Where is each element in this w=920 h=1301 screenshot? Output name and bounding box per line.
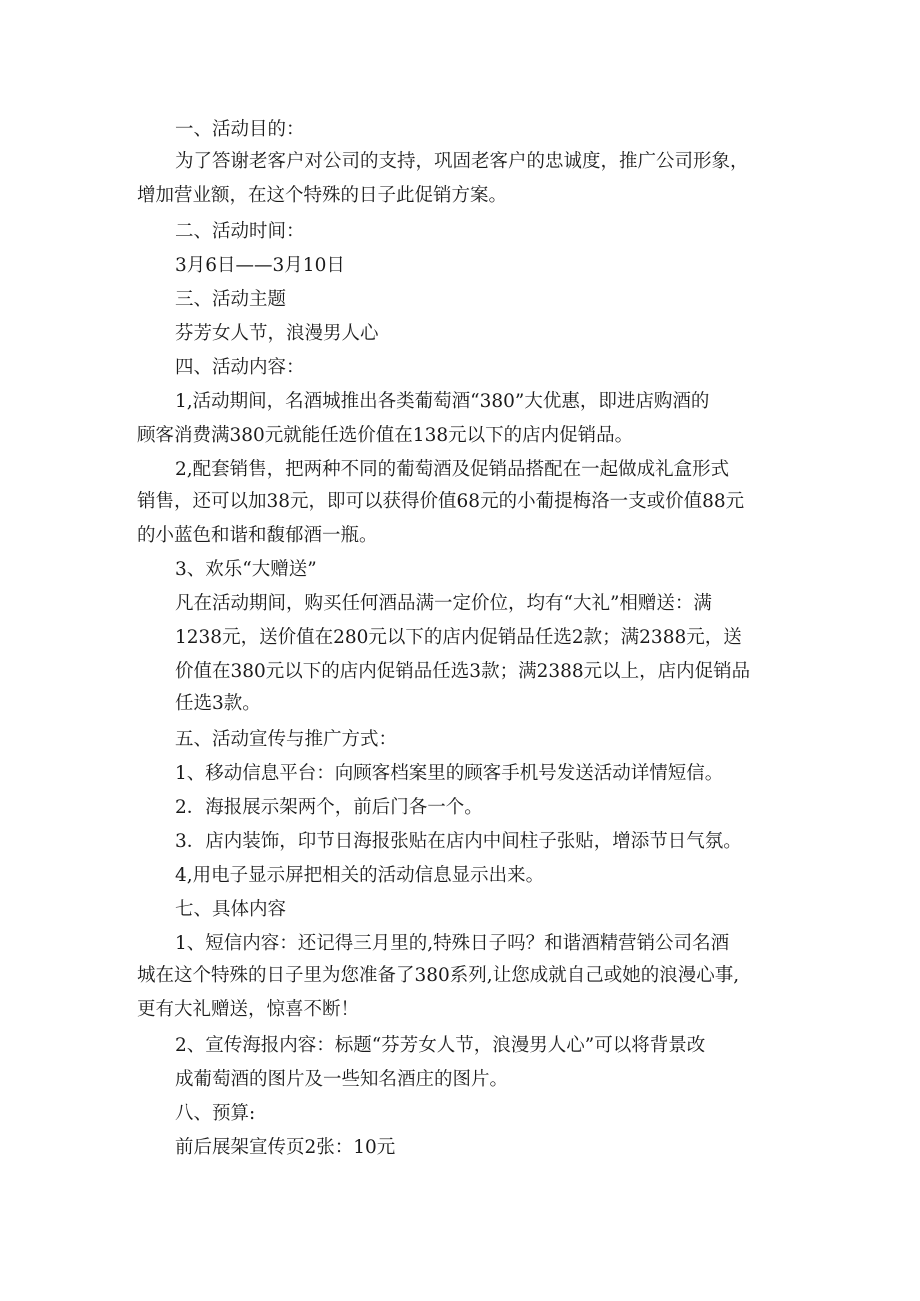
- paragraph-line: 更有大礼赠送，惊喜不断！: [137, 999, 360, 1020]
- heading-budget: 八、预算:: [175, 1103, 256, 1124]
- heading-specific-content: 七、具体内容: [175, 899, 287, 920]
- paragraph-line: 前后展架宣传页2张：10元: [175, 1137, 396, 1158]
- paragraph-line: 成葡萄酒的图片及一些知名酒庄的图片。: [175, 1069, 509, 1090]
- paragraph-line: 销售，还可以加38元，即可以获得价值68元的小葡提梅洛一支或价值88元: [137, 491, 745, 512]
- paragraph-line: 2．海报展示架两个，前后门各一个。: [175, 797, 483, 818]
- heading-activity-content: 四、活动内容：: [175, 357, 305, 378]
- paragraph-line: 2,配套销售，把两种不同的葡萄酒及促销品搭配在一起做成礼盒形式: [175, 459, 730, 480]
- paragraph-line: 的小蓝色和谐和馥郁酒一瓶。: [137, 525, 378, 546]
- paragraph-line: 芬芳女人节，浪漫男人心: [175, 323, 379, 344]
- heading-activity-purpose: 一、活动目的：: [175, 119, 305, 140]
- subheading-gift-event: 3、欢乐“大赠送”: [175, 559, 317, 580]
- paragraph-line: 凡在活动期间，购买任何酒品满一定价位，均有“大礼”相赠送：满: [175, 593, 712, 614]
- paragraph-line: 1、短信内容：还记得三月里的,特殊日子吗？和谐酒精营销公司名酒: [175, 933, 730, 954]
- paragraph-line: 增加营业额，在这个特殊的日子此促销方案。: [137, 185, 508, 206]
- paragraph-line: 为了答谢老客户对公司的支持，巩固老客户的忠诚度，推广公司形象，: [175, 151, 749, 172]
- paragraph-line: 1,活动期间，名酒城推出各类葡萄酒“380”大优惠，即进店购酒的: [175, 391, 710, 412]
- paragraph-line: 城在这个特殊的日子里为您准备了380系列,让您成就自己或她的浪漫心事,: [137, 965, 740, 986]
- paragraph-line: 顾客消费满380元就能任选价值在138元以下的店内促销品。: [137, 425, 634, 446]
- heading-promotion-methods: 五、活动宣传与推广方式：: [175, 729, 398, 750]
- paragraph-line: 1、移动信息平台：向顾客档案里的顾客手机号发送活动详情短信。: [175, 763, 724, 784]
- heading-activity-theme: 三、活动主题: [175, 289, 287, 310]
- paragraph-line: 3．店内装饰，印节日海报张贴在店内中间柱子张贴，增添节日气氛。: [175, 831, 742, 852]
- paragraph-line: 价值在380元以下的店内促销品任选3款；满2388元以上，店内促销品: [175, 661, 751, 682]
- paragraph-line: 2、宣传海报内容：标题“芬芳女人节，浪漫男人心”可以将背景改: [175, 1035, 706, 1056]
- paragraph-line: 4,用电子显示屏把相关的活动信息显示出来。: [175, 865, 545, 886]
- paragraph-line: 3月6日——3月10日: [175, 255, 345, 276]
- paragraph-line: 任选3款。: [175, 693, 261, 714]
- heading-activity-time: 二、活动时间：: [175, 221, 305, 242]
- paragraph-line: 1238元，送价值在280元以下的店内促销品任选2款；满2388元，送: [175, 627, 742, 648]
